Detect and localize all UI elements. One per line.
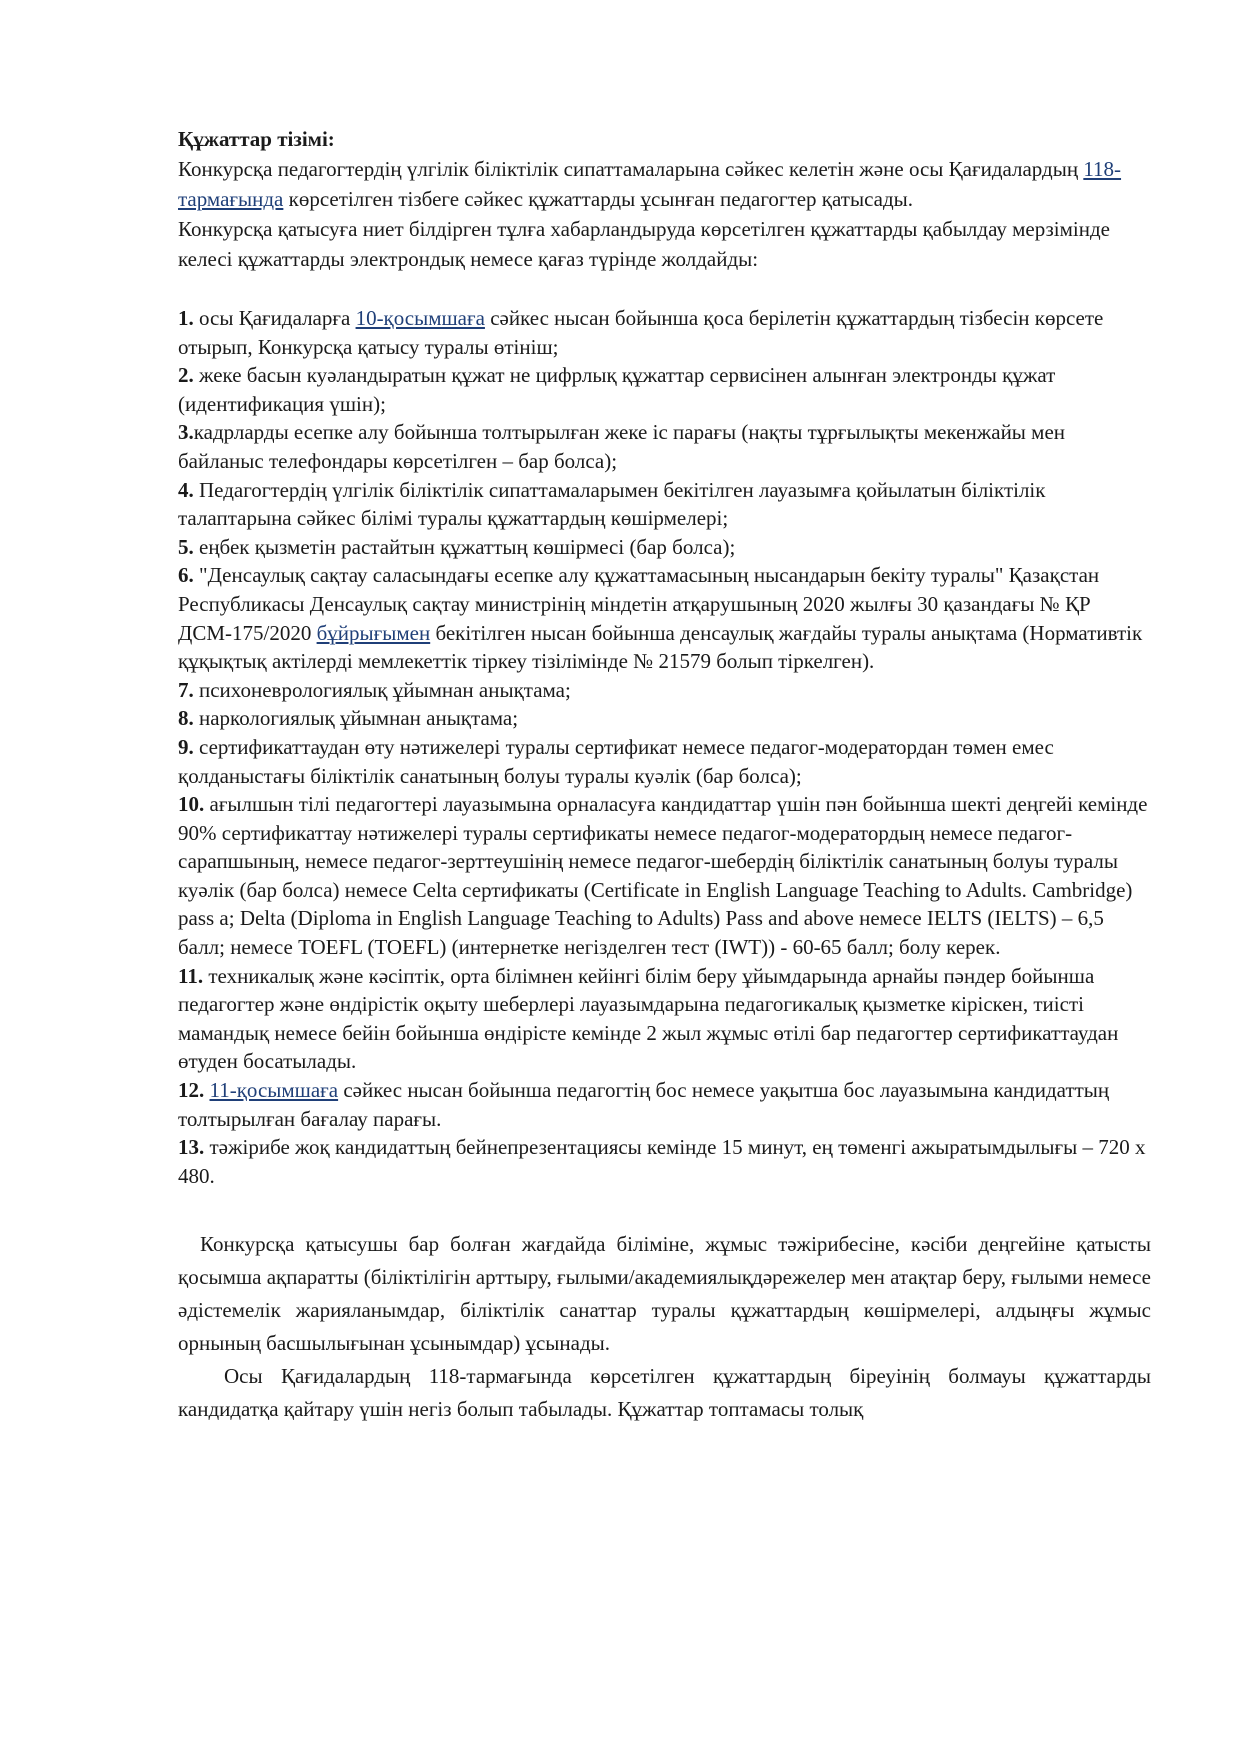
item-text-after: бекітілген нысан бойынша денсаулық жағдайы туралы анықтама (Нормативтік құқықтық актілерді мемлекеттік тіркеу тізілімінде № 21579 болып тіркелген). (178, 620, 1143, 674)
item-number: 10. (178, 792, 205, 817)
intro-text-before: Конкурсқа педагогтердің үлгілік біліктілік сипаттамаларына сәйкес келетін және осы Қағидалардың (178, 157, 1084, 181)
item-text: "Денсаулық сақтау саласындағы есепке алу құжаттамасының нысандарын бекіту туралы" Қазақстан Республикасы Денсаулық сақтау министрінің міндетін атқарушының 2020 жылғы 30 қазандағы № ҚР ДСМ-175/2020 (178, 563, 1100, 645)
list-item-7 (178, 676, 1151, 705)
list-item-3 (178, 418, 1151, 475)
item-number: 2. (178, 363, 194, 388)
link-118-clause[interactable]: 118-тармағында (178, 157, 1122, 211)
item-number: 13. (178, 1135, 205, 1160)
document-title: Құжаттар тізімі: (178, 127, 335, 151)
item-number: 7. (178, 677, 194, 702)
intro-section (178, 154, 1151, 274)
link-order[interactable]: бұйрығымен (316, 620, 431, 645)
item-text: жеке басын куәландыратын құжат не цифрлық құжаттар сервисінен алынған электронды құжат (идентификация үшін); (178, 363, 1056, 416)
list-item-2 (178, 361, 1151, 418)
closing-section (178, 1228, 1151, 1426)
document-page (178, 124, 1151, 1426)
item-text: кадрларды есепке алу бойынша толтырылған жеке іс парағы (нақты тұрғылықты мекенжайы мен байланыс телефондары көрсетілген – бар болса); (178, 420, 1066, 473)
item-text: психоневрологиялық ұйымнан анықтама; (193, 677, 571, 702)
list-item-13 (178, 1133, 1151, 1190)
list-item-5 (178, 533, 1151, 562)
intro-text-after: көрсетілген тізбеге сәйкес құжаттарды ұсынған педагогтер қатысады. (283, 187, 914, 211)
list-item-8 (178, 704, 1151, 733)
list-item-6 (178, 561, 1151, 675)
item-text-after: сәйкес нысан бойынша педагогтің бос немесе уақытша бос лауазымына кандидаттың толтырылған бағалау парағы. (178, 1078, 1110, 1131)
item-text: техникалық және кәсіптік, орта білімнен кейінгі білім беру ұйымдарында арнайы пәндер бойынша педагогтер және өндірістік оқыту шеберлері лауазымдарына педагогикалық қызметке кіріскен, тиісті мамандық немесе бейін бойынша өндірісте кемінде 2 жыл жұмыс өтілі бар педагогтер сертификаттаудан өтуден босатылады. (178, 963, 1119, 1074)
closing-paragraph-1: Конкурсқа қатысушы бар болған жағдайда біліміне, жұмыс тәжірибесіне, кәсіби деңгейіне қатысты қосымша ақпаратты (біліктілігін арттыру, ғылыми/академиялықдәрежелер мен атақтар беру, ғылыми немесе әдістемелік жарияланымдар, біліктілік санаттар туралы құжаттардың көшірмелері, алдыңғы жұмыс орнының басшылығынан ұсынымдар) ұсынады. (178, 1232, 1151, 1356)
link-appendix-11[interactable]: 11-қосымшаға (209, 1078, 339, 1103)
item-text: еңбек қызметін растайтын құжаттың көшірмесі (бар болса); (193, 534, 736, 559)
intro-paragraph-1 (178, 154, 1151, 214)
list-item-1 (178, 304, 1151, 361)
item-text: сертификаттаудан өту нәтижелері туралы сертификат немесе педагог-модератордан төмен емес қолданыстағы біліктілік санатының болуы туралы куәлік (бар болса); (178, 734, 1054, 788)
link-appendix-10[interactable]: 10-қосымшаға (355, 306, 485, 330)
document-list (178, 304, 1151, 1190)
closing-paragraph-2: Осы Қағидалардың 118-тармағында көрсетілген құжаттардың біреуінің болмауы құжаттарды кандидатқа қайтару үшін негіз болып табылады. Құжаттар топтамасы толық (178, 1364, 1151, 1422)
item-number: 5. (178, 534, 194, 559)
item-number: 1. (178, 306, 194, 330)
list-item-11 (178, 962, 1151, 1076)
list-item-12 (178, 1076, 1151, 1133)
item-text-after: сәйкес нысан бойынша қоса берілетін құжаттардың тізбесін көрсете отырып, Конкурсқа қатысу туралы өтініш; (178, 306, 1104, 359)
item-number: 3. (178, 420, 194, 445)
item-text: наркологиялық ұйымнан анықтама; (193, 706, 519, 731)
item-number: 8. (178, 706, 194, 731)
item-number: 11. (178, 963, 204, 988)
item-text: ағылшын тілі педагогтері лауазымына орналасуға кандидаттар үшін пән бойынша шекті деңгейі кемінде 90% сертификаттау нәтижелері туралы сертификаты немесе педагог-модератордың немесе педагог-сарапшының, немесе педагог-зерттеушінің немесе педагог-шебердің біліктілік санатының болуы туралы куәлік (бар болса) немесе Celta сертификаты (Certificate in English Language Teaching to Adults. Cambridge) pass a; Delta (Diploma in English Language Teaching to Adults) Pass and above немесе IELTS (IELTS) – 6,5 балл; немесе TOEFL (TOEFL) (интернетке негізделген тест (IWT)) - 60-65 балл; болу керек. (178, 792, 1148, 960)
list-item-9 (178, 733, 1151, 790)
item-number: 9. (178, 734, 194, 759)
item-text: Педагогтердің үлгілік біліктілік сипаттамаларымен бекітілген лауазымға қойылатын біліктілік талаптарына сәйкес білімі туралы құжаттардың көшірмелері; (178, 477, 1046, 531)
item-number: 6. (178, 563, 194, 588)
intro-paragraph-2: Конкурсқа қатысуға ниет білдірген тұлға хабарландыруда көрсетілген құжаттарды қабылдау мерзімінде келесі құжаттарды электрондық немесе қағаз түрінде жолдайды: (178, 217, 1110, 271)
item-number: 4. (178, 477, 194, 502)
list-item-10 (178, 790, 1151, 962)
item-text: тәжірибе жоқ кандидаттың бейнепрезентациясы кемінде 15 минут, ең төменгі ажыратымдылығы – 720 х 480. (178, 1135, 1146, 1188)
item-text: осы Қағидаларға (193, 306, 356, 330)
list-item-4 (178, 476, 1151, 533)
item-number: 12. (178, 1078, 205, 1103)
